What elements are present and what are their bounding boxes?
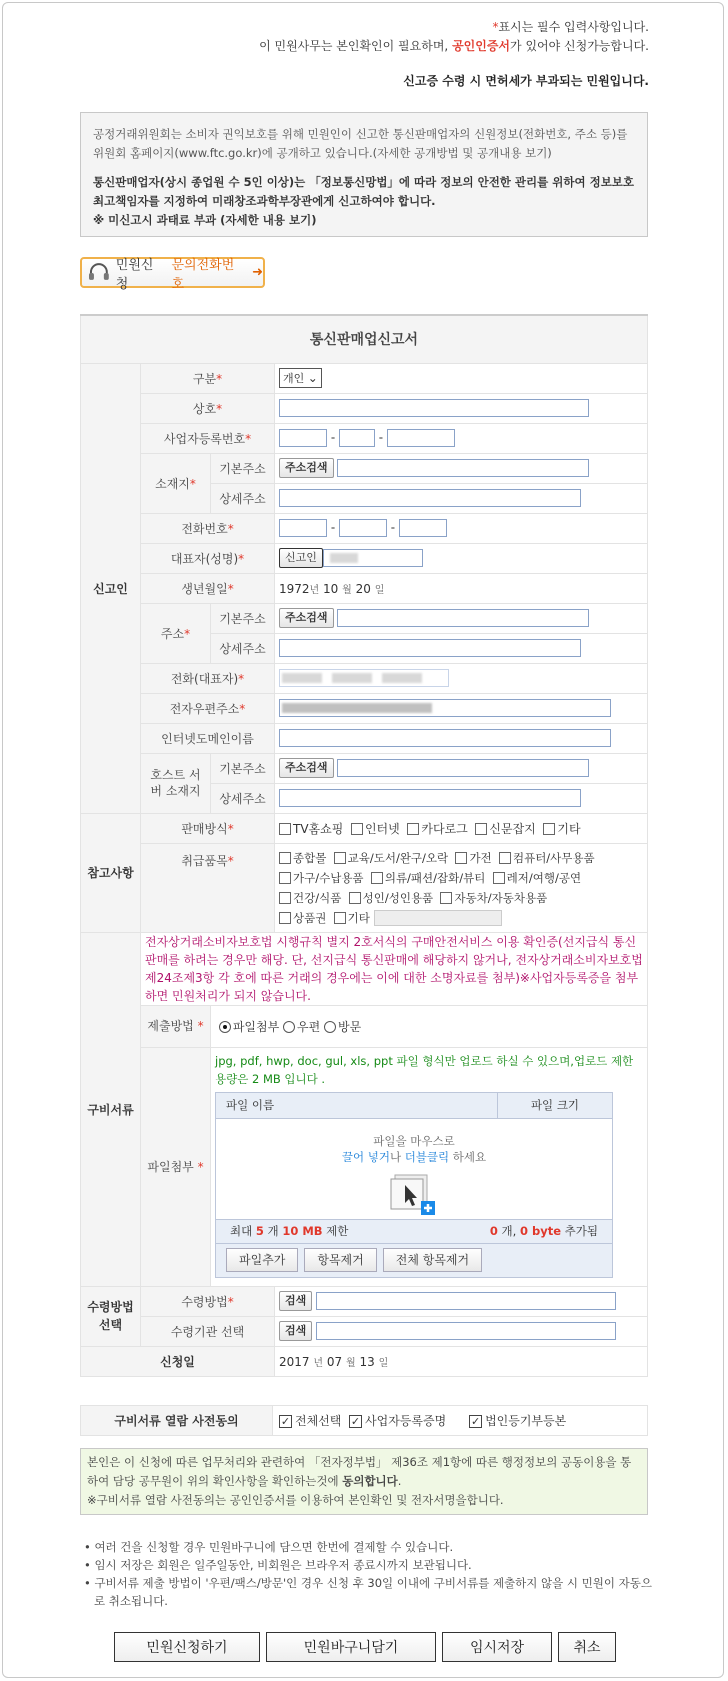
items-label: 취급품목* xyxy=(141,843,275,932)
item-option[interactable]: 가전 xyxy=(455,851,491,865)
phone-input-1[interactable] xyxy=(279,519,327,537)
cert-highlight: 공인인증서 xyxy=(452,39,511,53)
arrow-right-icon: ➜ xyxy=(252,265,263,280)
item-option[interactable]: 가구/수납용품 xyxy=(279,871,364,885)
guide-notes xyxy=(84,1538,654,1610)
item-option[interactable]: 건강/식품 xyxy=(279,891,341,905)
phone-input-2[interactable] xyxy=(339,519,387,537)
consent-table xyxy=(80,1405,648,1436)
item-option[interactable]: 상품권 xyxy=(279,911,326,925)
biz-no-label: 사업자등록번호* xyxy=(141,423,275,453)
file-drop-zone[interactable] xyxy=(216,1119,612,1219)
drop-end: 하세요 xyxy=(449,1149,487,1164)
address-label: 주소* xyxy=(141,603,211,663)
trade-name-label: 상호* xyxy=(141,393,275,423)
item-option[interactable]: 교육/도서/완구/오락 xyxy=(334,851,449,865)
location-addr-search-button[interactable]: 주소검색 xyxy=(279,458,334,478)
fee-notice: 신고증 수령 시 면허세가 부과되는 민원입니다. xyxy=(403,74,649,88)
birth-label: 생년월일* xyxy=(141,573,275,603)
submit-method-mail[interactable]: 우편 xyxy=(283,1020,320,1034)
chevron-down-icon: ⌄ xyxy=(307,371,318,385)
drop-line1: 파일을 마우스로 xyxy=(373,1133,455,1148)
agreement-note: ※구비서류 열람 사전동의는 공인인증서를 이용하여 본인확인 및 전자서명을합니다. xyxy=(87,1493,504,1507)
item-option[interactable]: 자동차/자동차용품 xyxy=(440,891,547,905)
location-basic-label: 기본주소 xyxy=(211,453,275,483)
call-highlight: 문의전화번호 xyxy=(171,257,235,292)
inquiry-phone-button[interactable] xyxy=(80,257,265,292)
sales-method-option[interactable]: TV홈쇼핑 xyxy=(279,822,343,836)
host-basic-input[interactable] xyxy=(337,759,589,777)
items-options xyxy=(275,843,648,932)
guide-note: • 임시 저장은 회원은 일주일동안, 비회원은 브라우저 종료시까지 보관됩니다. xyxy=(84,1558,472,1572)
file-uploader xyxy=(215,1092,613,1278)
receive-method-input[interactable] xyxy=(316,1292,616,1310)
item-option[interactable]: 성인/성인용품 xyxy=(349,891,434,905)
rep-label: 대표자(성명)* xyxy=(141,543,275,573)
address-detail-label: 상세주소 xyxy=(211,633,275,663)
consent-label: 구비서류 열람 사전동의 xyxy=(81,1406,273,1436)
upload-cursor-icon xyxy=(389,1171,439,1217)
sales-method-option[interactable]: 인터넷 xyxy=(351,822,400,836)
email-input[interactable] xyxy=(279,699,611,717)
location-label: 소재지* xyxy=(141,453,211,513)
location-basic-input[interactable] xyxy=(337,459,589,477)
submit-method-options xyxy=(211,1005,648,1047)
item-other-input[interactable] xyxy=(374,910,502,926)
receive-org-search-button[interactable]: 검색 xyxy=(279,1321,312,1341)
location-detail-label: 상세주소 xyxy=(211,483,275,513)
action-buttons xyxy=(114,1632,616,1662)
address-basic-input[interactable] xyxy=(337,609,589,627)
call-prefix: 민원신청 xyxy=(115,257,154,292)
file-limit-bar: 최대 5 개 10 MB 제한 0 개, 0 byte 추가됨 xyxy=(216,1219,612,1243)
biz-no-input-3[interactable] xyxy=(387,429,455,447)
apply-date-label: 신청일 xyxy=(81,1346,275,1376)
add-to-basket-button[interactable]: 민원바구니담기 xyxy=(266,1632,436,1662)
doc-notice: 전자상거래소비자보호법 시행규칙 별지 2호서식의 구매안전서비스 이용 확인증(선지급식 통신판매를 하려는 경우만 해당. 단, 선지급식 통신판매에 해당하지 않거나, 전자상거래소비자보호법 제24조제3항 각 호에 따른 거래의 경우에는 이에 대한 소명자료를 첨부)※사업자등록증을 첨부하면 민원처리가 되지 않습니다. xyxy=(141,932,648,1005)
location-detail-input[interactable] xyxy=(279,489,581,507)
add-file-button[interactable]: 파일추가 xyxy=(226,1248,298,1272)
rep-name-input[interactable] xyxy=(323,549,423,567)
item-option[interactable]: 의류/패션/잡화/뷰티 xyxy=(371,871,486,885)
item-option[interactable]: 레저/여행/공연 xyxy=(493,871,581,885)
drop-dbl: 더블클릭 xyxy=(404,1149,450,1164)
sales-method-option[interactable]: 카다로그 xyxy=(407,822,467,836)
section-reference: 참고사항 xyxy=(81,813,141,932)
host-basic-label: 기본주소 xyxy=(211,753,275,783)
guide-note: • 구비서류 제출 방법이 '우편/팩스/방문'인 경우 신청 후 30일 이내에 구비서류를 제출하지 않을 시 민원이 자동으로 취소됩니다. xyxy=(84,1576,653,1608)
receive-org-input[interactable] xyxy=(316,1322,616,1340)
submit-method-file[interactable]: 파일첨부 xyxy=(219,1020,279,1034)
info-para3[interactable]: ※ 미신고시 과태료 부과 (자세한 내용 보기) xyxy=(93,213,317,227)
remove-all-button[interactable]: 전체 항목제거 xyxy=(383,1248,482,1272)
type-select[interactable] xyxy=(279,368,322,388)
domain-label: 인터넷도메인이름 xyxy=(141,723,275,753)
cancel-button[interactable]: 취소 xyxy=(558,1632,616,1662)
rep-phone-label: 전화(대표자)* xyxy=(141,663,275,693)
cert-prefix: 이 민원사무는 본인확인이 필요하며, xyxy=(259,39,453,53)
section-reporter: 신고인 xyxy=(81,363,141,813)
host-detail-input[interactable] xyxy=(279,789,581,807)
consent-biz-reg[interactable]: ✓ 사업자등록증명 xyxy=(350,1414,447,1428)
item-option[interactable]: 기타 xyxy=(334,911,370,925)
required-text: 표시는 필수 입력사항입니다. xyxy=(498,20,649,34)
submit-method-visit[interactable]: 방문 xyxy=(324,1020,361,1034)
consent-select-all[interactable]: ✓ 전체선택 xyxy=(280,1414,342,1428)
file-col-name: 파일 이름 xyxy=(216,1093,498,1118)
section-receive: 수령방법 선택 xyxy=(81,1286,141,1346)
email-label: 전자우편주소* xyxy=(141,693,275,723)
report-form-table: 통신판매업신고서 신고인 구분* 개인 ⌄ 상호* 사업자등록번호* - - 소재지* 기본주소 주소검색 상세주소 전화번호* - - 대표자(성명)* 신고인 생년월일* 1972년 10 월 20 일 주소* 기본주소 주소검색 상세주소 전화(대표자)* 전자우편주소* 인터넷도메인이름 호스트 서버 소재지 기본주소 주소검색 상세주소 참고사항 판매방식* TV홈쇼핑 인터넷 카다로그 신문잡지 기타 취급품목* 종합몰 교육/도서/완구/오락 가전 컴퓨터/사무용품 가구/수납용품 의류/패션/잡화/뷰티 레저/여행/공연 건강/식품 성인/성인용품 자동차/자동차용품 상품권 기타 구비서류 전자상거래소비자보호법 시행규칙 별지 2호서식의 구매안전서비스 이용 확인증(선지급식 통신판매를 하려는 경우만 해당. 단, 선지급식 통신판매에 해당하지 않거나, 전자상거래소비자보호법 제24조제3항 각 호에 따른 거래의 경우에는 이에 대한 소명자료를 첨부)※사업자등록증을 첨부하면 민원처리가 되지 않습니다. 제출방법 * 파일첨부 우편 방문 파일첨부 * jpg, pdf, hwp, doc, gul, xls, ppt 파일 형식만 업로드 하실 수 있으며,업로드 제한 용량은 2 MB 입니다 . 파일 이름 파일 크기 파일을 마우스로 끌어 넣거나 더블클릭 하세요 최대 5 개 10 MB 제한 0 개, 0 byte 추가됨 파일추가 항목제거 전체 항목제거 수령방법 선택 수령방법* 검색 수령기관 선택 검색 신청일 2017 년 07 월 13 일 xyxy=(80,314,648,1377)
phone-label: 전화번호* xyxy=(141,513,275,543)
file-notice: jpg, pdf, hwp, doc, gul, xls, ppt 파일 형식만 업로드 하실 수 있으며,업로드 제한 용량은 2 MB 입니다 . xyxy=(215,1053,634,1086)
cert-suffix: 가 있어야 신청가능합니다. xyxy=(510,39,649,53)
sales-method-options xyxy=(275,813,648,843)
item-option[interactable]: 종합몰 xyxy=(279,851,326,865)
host-detail-label: 상세주소 xyxy=(211,783,275,813)
receive-org-label: 수령기관 선택 xyxy=(141,1316,275,1346)
rep-phone-input[interactable] xyxy=(279,669,449,687)
host-label: 호스트 서버 소재지 xyxy=(141,753,211,813)
file-col-size: 파일 크기 xyxy=(530,1098,580,1112)
apply-date-value: 2017 년 07 월 13 일 xyxy=(275,1346,648,1376)
domain-input[interactable] xyxy=(279,729,611,747)
info-para2: 통신판매업자(상시 종업원 수 5인 이상)는 「정보통신망법」에 따라 정보의 안전한 관리를 위하여 정보보호 최고책임자를 지정하여 미래창조과학부장관에게 신고하여야 합니다. xyxy=(93,175,635,208)
receive-method-label: 수령방법* xyxy=(141,1286,275,1316)
section-documents: 구비서류 xyxy=(81,932,141,1286)
consent-corp-reg[interactable]: ✓ 법인등기부등본 xyxy=(470,1414,567,1428)
birth-value: 1972년 10 월 20 일 xyxy=(275,573,648,603)
guide-note: • 여러 건을 신청할 경우 민원바구니에 담으면 한번에 결제할 수 있습니다. xyxy=(84,1540,454,1554)
trade-name-input[interactable] xyxy=(279,399,589,417)
cert-notice xyxy=(259,37,649,54)
agreement-box: 본인은 이 신청에 따른 업무처리와 관련하여 「전자정부법」 제36조 제1항에 따른 행정정보의 공동이용을 통하여 담당 공무원이 위의 확인사항을 확인하는것에 동의합니다. ※구비서류 열람 사전동의는 공인인증서를 이용하여 본인확인 및 전자서명을합니다. xyxy=(80,1448,648,1515)
form-title: 통신판매업신고서 xyxy=(81,315,648,363)
address-search-button[interactable]: 주소검색 xyxy=(279,608,334,628)
remove-item-button[interactable]: 항목제거 xyxy=(304,1248,376,1272)
sales-method-option[interactable]: 신문잡지 xyxy=(475,822,535,836)
headset-icon xyxy=(88,263,110,283)
host-addr-search-button[interactable]: 주소검색 xyxy=(279,758,334,778)
sales-method-label: 판매방식* xyxy=(141,813,275,843)
type-label: 구분* xyxy=(141,363,275,393)
item-option[interactable]: 컴퓨터/사무용품 xyxy=(499,851,595,865)
required-notice xyxy=(492,18,649,35)
submit-method-label: 제출방법 * xyxy=(141,1005,211,1047)
type-select-value: 개인 xyxy=(283,372,305,385)
receive-method-search-button[interactable]: 검색 xyxy=(279,1291,312,1311)
file-attach-label: 파일첨부 * xyxy=(141,1047,211,1286)
biz-no-input-1[interactable] xyxy=(279,429,327,447)
rep-reporter-button[interactable]: 신고인 xyxy=(279,548,323,568)
address-detail-input[interactable] xyxy=(279,639,581,657)
drop-or: 나 xyxy=(389,1149,405,1164)
required-star: * xyxy=(492,20,499,34)
address-basic-label: 기본주소 xyxy=(211,603,275,633)
info-box xyxy=(80,112,648,237)
drop-drag: 끌어 넣거 xyxy=(341,1149,390,1164)
sales-method-option[interactable]: 기타 xyxy=(543,822,580,836)
temp-save-button[interactable]: 임시저장 xyxy=(442,1632,552,1662)
phone-input-3[interactable] xyxy=(399,519,447,537)
biz-no-input-2[interactable] xyxy=(339,429,375,447)
apply-button[interactable]: 민원신청하기 xyxy=(114,1632,260,1662)
info-para1: 공정거래위원회는 소비자 권익보호를 위해 민원인이 신고한 통신판매업자의 신원정보(전화번호, 주소 등)를 위원회 홈페이지(www.ftc.go.kr)에 공개하고 있습니다.(자세한 공개방법 및 공개내용 보기) xyxy=(93,127,628,160)
